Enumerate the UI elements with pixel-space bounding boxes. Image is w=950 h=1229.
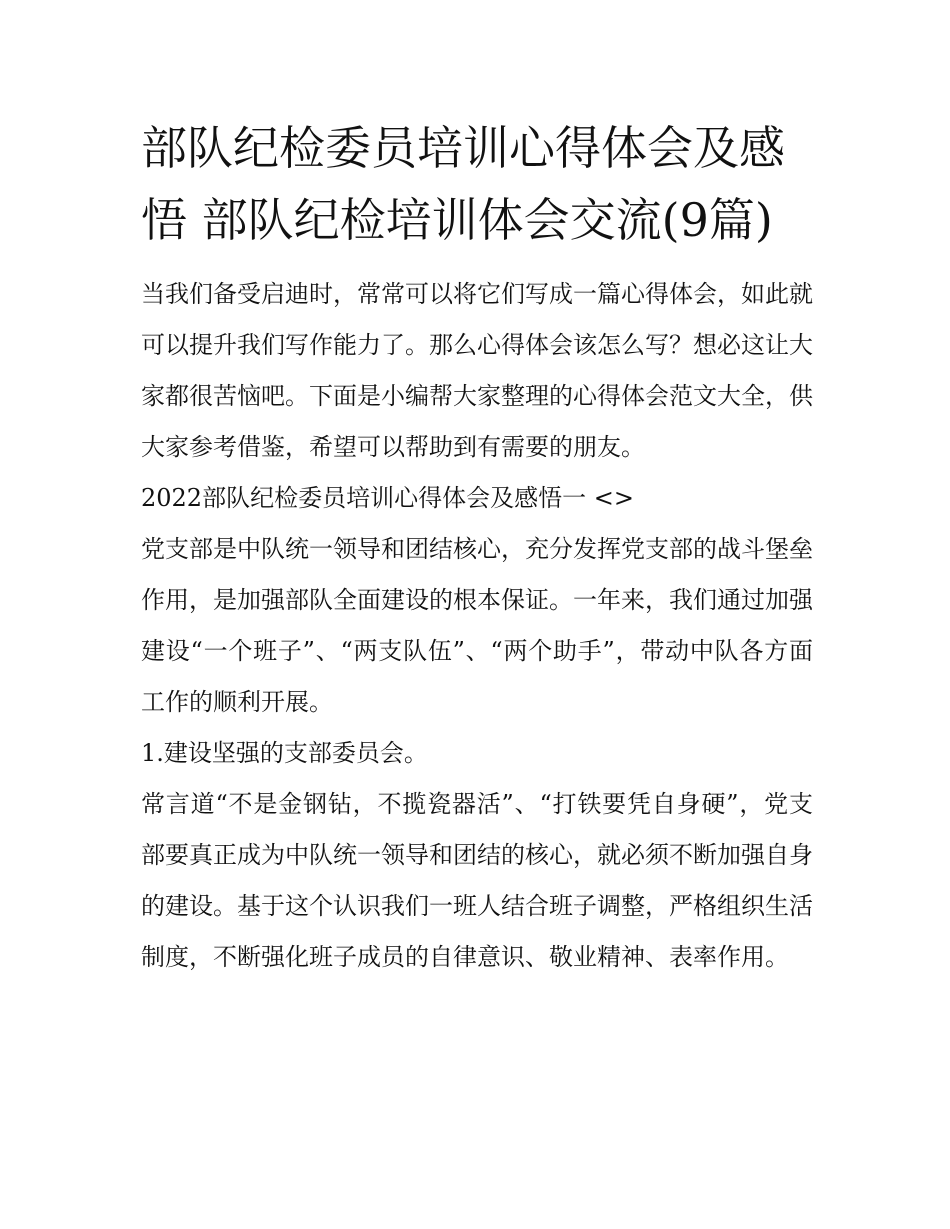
section-heading: 2022部队纪检委员培训心得体会及感悟一 <> [141, 484, 634, 512]
document-page [141, 112, 813, 983]
body-paragraph: 党支部是中队统一领导和团结核心，充分发挥党支部的战斗堡垒作用，是加强部队全面建设的根本保证。一年来，我们通过加强建设“一个班子”、“两支队伍”、“两个助手”，带动中队各方面工作的顺利开展。 [141, 535, 813, 716]
document-title: 部队纪检委员培训心得体会及感悟 部队纪检培训体会交流(9篇) [141, 121, 785, 247]
body-paragraph: 常言道“不是金钢钻，不揽瓷器活”、“打铁要凭自身硬”，党支部要真正成为中队统一领导和团结的核心，就必须不断加强自身的建设。基于这个认识我们一班人结合班子调整，严格组织生活制度，不断强化班子成员的自律意识、敬业精神、表率作用。 [141, 790, 813, 971]
intro-paragraph: 当我们备受启迪时，常常可以将它们写成一篇心得体会，如此就可以提升我们写作能力了。那么心得体会该怎么写？想必这让大家都很苦恼吧。下面是小编帮大家整理的心得体会范文大全，供大家参考借鉴，希望可以帮助到有需要的朋友。 [141, 280, 813, 461]
subsection-heading: 1.建设坚强的支部委员会。 [141, 739, 428, 767]
